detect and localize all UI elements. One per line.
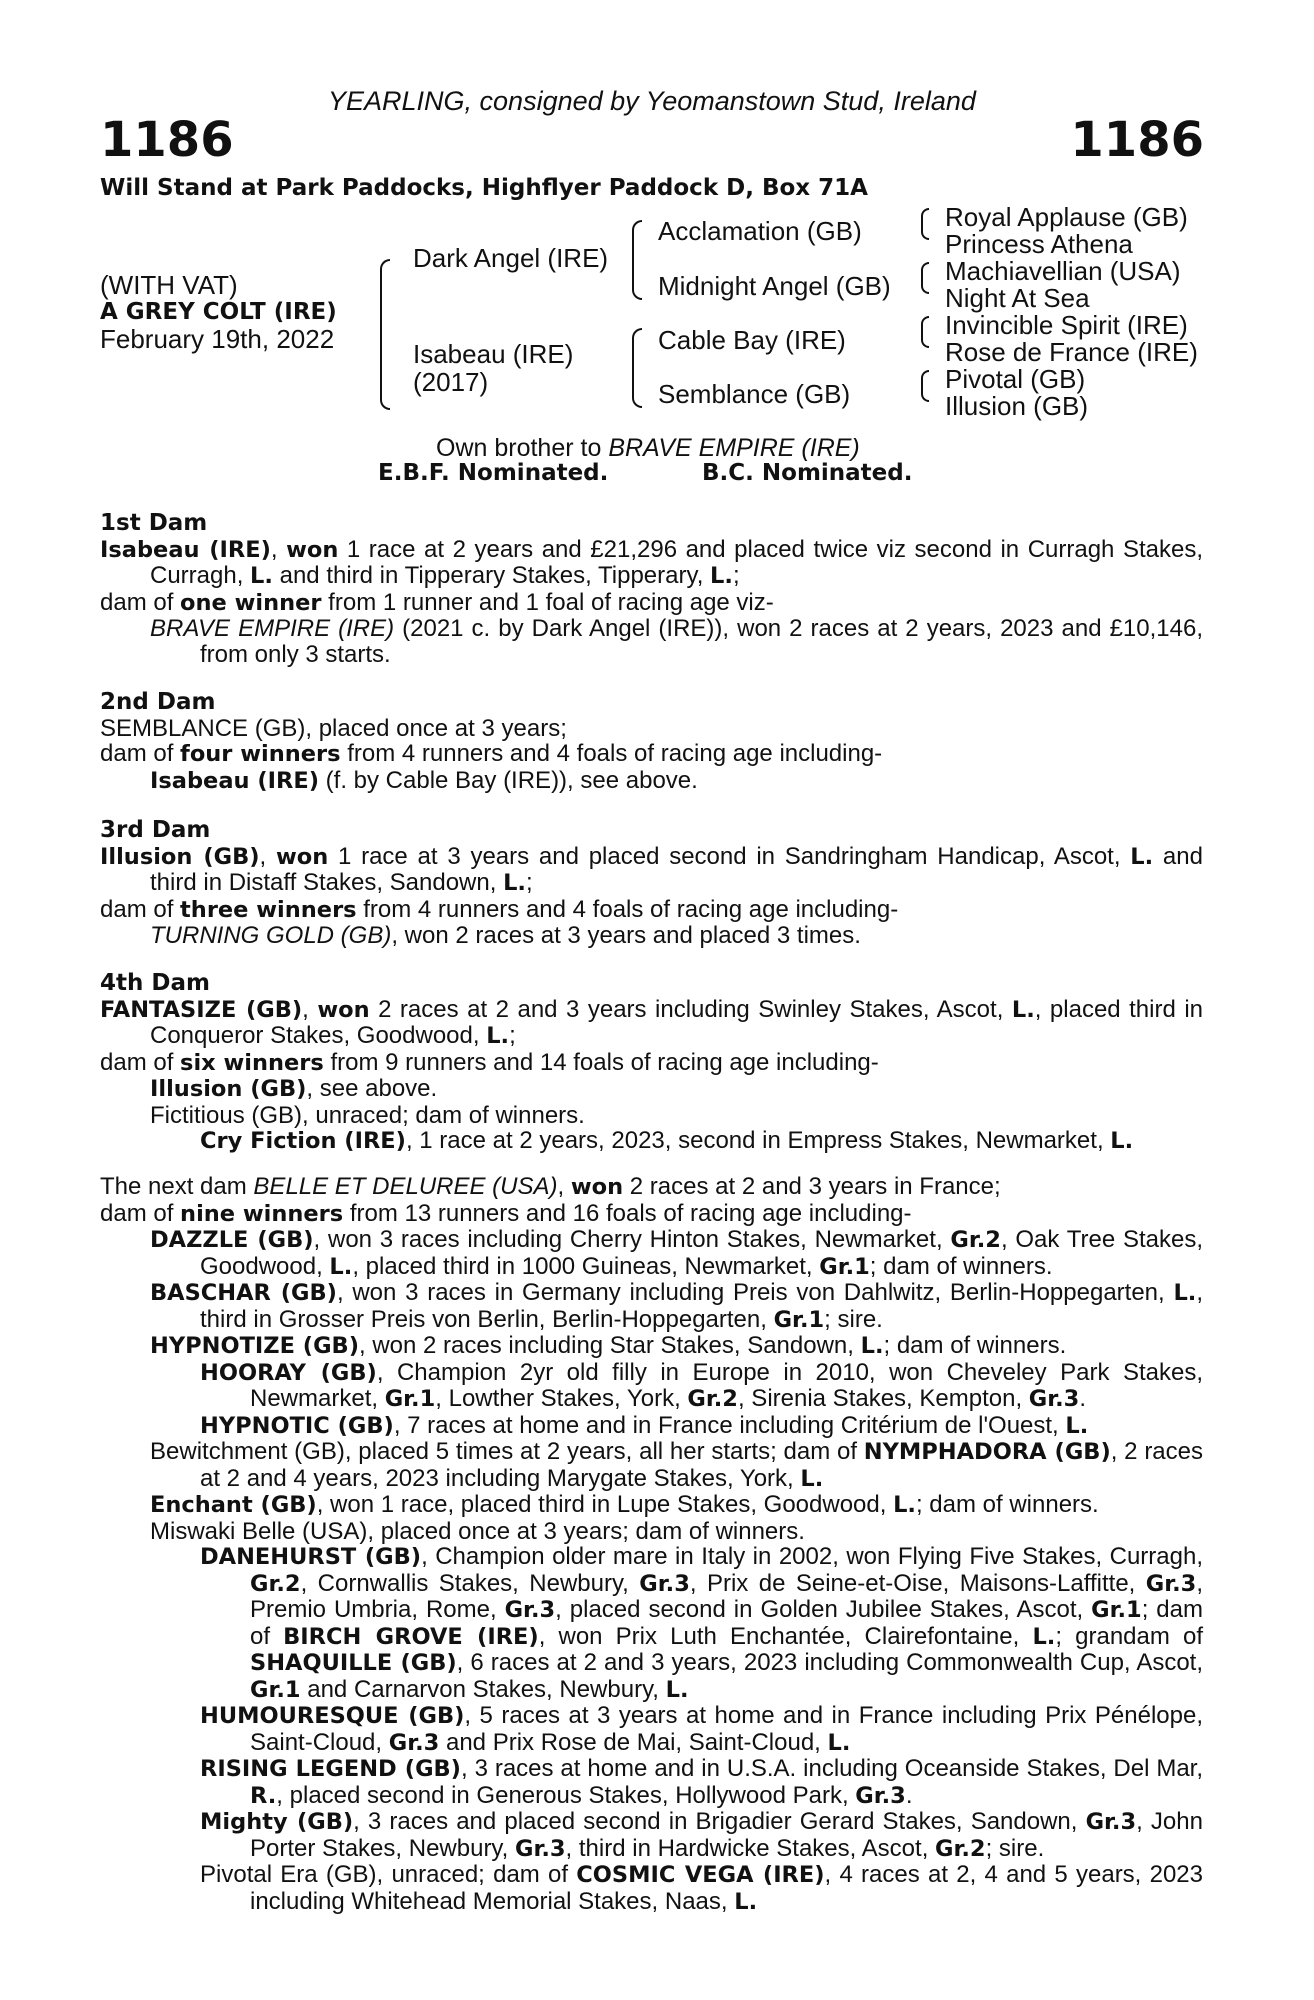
sire-dam-sire: Machiavellian (USA) — [945, 256, 1181, 286]
brace-g3-2b — [921, 278, 929, 294]
produce-dazzle: DAZZLE (GB), won 3 races including Cherry Hinton Stakes, Newmarket, Gr.2, Oak Tree Stakes, Goodwood, L., placed third in 1000 Guineas, Newmarket, Gr.1; dam of winners. — [150, 1226, 1203, 1280]
third-dam-produce-1: TURNING GOLD (GB), won 2 races at 3 years and placed 3 times. — [150, 922, 861, 949]
produce-hooray: HOORAY (GB), Champion 2yr old filly in Europe in 2010, won Cheveley Park Stakes, Newmarket, Gr.1, Lowther Stakes, York, Gr.2, Sirenia Stakes, Kempton, Gr.3. — [200, 1358, 1204, 1412]
produce-mighty: Mighty (GB), 3 races and placed second in Brigadier Gerard Stakes, Sandown, Gr.3, John Porter Stakes, Newbury, Gr.3, third in Hardwicke Stakes, Ascot, Gr.2; sire. — [200, 1808, 1203, 1862]
sire-dam: Midnight Angel (GB) — [658, 271, 891, 301]
lot-subject-name: A GREY COLT (IRE) — [100, 299, 337, 325]
brace-gen1-top — [380, 259, 390, 332]
first-dam-record: Isabeau (IRE), won 1 race at 2 years and £21,296 and placed twice viz second in Curragh Stakes, Curragh, L. and third in Tipperary Stakes, Tipperary, L.; — [100, 535, 1203, 589]
produce-hypnotic: HYPNOTIC (GB), 7 races at home and in France including Critérium de l'Ouest, L. — [200, 1411, 1089, 1439]
second-dam-produce-summary: dam of four winners from 4 runners and 4 foals of racing age including- — [100, 740, 883, 767]
third-dam-section — [100, 818, 1203, 949]
stand-location: Will Stand at Park Paddocks, Highflyer Paddock D, Box 71A — [100, 175, 868, 201]
second-dam-heading: 2nd Dam — [100, 689, 216, 715]
third-dam-heading: 3rd Dam — [100, 817, 211, 843]
brace-dam-top — [632, 328, 642, 366]
first-dam-produce-summary: dam of one winner from 1 runner and 1 foal of racing age viz- — [100, 588, 774, 616]
fourth-dam-produce-summary: dam of six winners from 9 runners and 14 foals of racing age including- — [100, 1048, 879, 1076]
brace-dam-bottom — [632, 364, 642, 408]
third-dam-record: Illusion (GB), won 1 race at 3 years and placed second in Sandringham Handicap, Ascot, L. and third in Distaff Stakes, Sandown, L.; — [100, 842, 1203, 896]
sire-sire-dam: Princess Athena — [945, 229, 1133, 259]
sire-dam-dam: Night At Sea — [945, 283, 1090, 313]
consignor-line: YEARLING, consigned by Yeomanstown Stud, Ireland — [328, 86, 976, 116]
brace-g3-1b — [921, 224, 929, 240]
fourth-dam-produce-1: Illusion (GB), see above. — [150, 1075, 438, 1102]
brace-g3-4b — [921, 386, 929, 402]
produce-hypnotize: HYPNOTIZE (GB), won 2 races including Star Stakes, Sandown, L.; dam of winners. — [150, 1332, 1067, 1359]
fourth-dam-heading: 4th Dam — [100, 970, 210, 996]
foaling-date: February 19th, 2022 — [100, 324, 335, 354]
first-dam-produce-1: BRAVE EMPIRE (IRE) (2021 c. by Dark Angel (IRE)), won 2 races at 2 years, 2023 and £10,146, from only 3 starts. — [150, 615, 1203, 668]
fourth-dam-section — [100, 971, 1203, 1155]
produce-enchant: Enchant (GB), won 1 race, placed third in Lupe Stakes, Goodwood, L.; dam of winners. — [150, 1491, 1099, 1518]
second-dam-section — [100, 690, 1203, 794]
sire-name: Dark Angel (IRE) — [413, 243, 609, 273]
brace-gen1-bottom — [380, 330, 390, 410]
lot-number-right: 1186 — [1070, 112, 1204, 168]
own-brother-note: Own brother to BRAVE EMPIRE (IRE) — [436, 434, 860, 462]
bc-nominated: B.C. Nominated. — [702, 460, 913, 486]
dam-dam-sire: Pivotal (GB) — [945, 364, 1086, 394]
third-dam-produce-summary: dam of three winners from 4 runners and 4 foals of racing age including- — [100, 895, 899, 923]
next-dam-section — [100, 1174, 1203, 1915]
vat-label: (WITH VAT) — [100, 270, 238, 300]
sire-sire-sire: Royal Applause (GB) — [945, 202, 1188, 232]
dam-sire: Cable Bay (IRE) — [658, 325, 846, 355]
fourth-dam-produce-2: Fictitious (GB), unraced; dam of winners. — [150, 1101, 585, 1129]
brace-sire-top — [632, 220, 642, 258]
produce-bewitchment: Bewitchment (GB), placed 5 times at 2 years, all her starts; dam of NYMPHADORA (GB), 2 races at 2 and 4 years, 2023 including Marygate Stakes, York, L. — [150, 1438, 1204, 1492]
produce-rising-legend: RISING LEGEND (GB), 3 races at home and in U.S.A. including Oceanside Stakes, Del Mar, R., placed second in Generous Stakes, Hollywood Park, Gr.3. — [200, 1755, 1204, 1809]
next-dam-record: The next dam BELLE ET DELUREE (USA), won 2 races at 2 and 3 years in France; — [100, 1173, 1001, 1200]
dam-dam: Semblance (GB) — [658, 379, 851, 409]
dam-sire-dam: Rose de France (IRE) — [945, 337, 1198, 367]
dam-sire-sire: Invincible Spirit (IRE) — [945, 310, 1188, 340]
produce-danehurst: DANEHURST (GB), Champion older mare in Italy in 2002, won Flying Five Stakes, Curragh, Gr.2, Cornwallis Stakes, Newbury, Gr.3, Prix de Seine-et-Oise, Maisons-Laffitte, Gr.3, Premio Umbria, Rome, Gr.3, placed second in Golden Jubilee Stakes, Ascot, Gr.1; dam of BIRCH GROVE (IRE), won Prix Luth Enchantée, Clairefontaine, L.; grandam of SHAQUILLE (GB), 6 races at 2 and 3 years, 2023 including Commonwealth Cup, Ascot, Gr.1 and Carnarvon Stakes, Newbury, L. — [200, 1543, 1204, 1703]
next-dam-produce-summary: dam of nine winners from 13 runners and 16 foals of racing age including- — [100, 1199, 912, 1227]
sire-sire: Acclamation (GB) — [658, 216, 862, 246]
fourth-dam-record: FANTASIZE (GB), won 2 races at 2 and 3 years including Swinley Stakes, Ascot, L., placed third in Conqueror Stakes, Goodwood, L.; — [100, 995, 1203, 1049]
first-dam-heading: 1st Dam — [100, 510, 208, 536]
dam-dam-dam: Illusion (GB) — [945, 391, 1089, 421]
dam-name: Isabeau (IRE) — [413, 339, 574, 369]
second-dam-record: SEMBLANCE (GB), placed once at 3 years; — [100, 714, 567, 742]
first-dam-section — [100, 511, 1203, 667]
produce-baschar: BASCHAR (GB), won 3 races in Germany including Preis von Dahlwitz, Berlin-Hoppegarten, L., third in Grosser Preis von Berlin, Berlin-Hoppegarten, Gr.1; sire. — [150, 1279, 1203, 1333]
ebf-nominated: E.B.F. Nominated. — [378, 460, 609, 486]
produce-pivotal-era: Pivotal Era (GB), unraced; dam of COSMIC VEGA (IRE), 4 races at 2, 4 and 5 years, 2023 including Whitehead Memorial Stakes, Naas, L. — [200, 1861, 1203, 1915]
second-dam-produce-1: Isabeau (IRE) (f. by Cable Bay (IRE)), see above. — [150, 766, 698, 794]
brace-g3-3b — [921, 332, 929, 348]
brace-sire-bottom — [632, 256, 642, 300]
dam-year: (2017) — [413, 367, 489, 397]
lot-number-left: 1186 — [100, 112, 234, 168]
produce-miswaki-belle: Miswaki Belle (USA), placed once at 3 years; dam of winners. — [150, 1517, 805, 1545]
produce-humouresque: HUMOURESQUE (GB), 5 races at 3 years at home and in France including Prix Pénélope, Saint-Cloud, Gr.3 and Prix Rose de Mai, Saint-Cloud, L. — [200, 1702, 1203, 1756]
fourth-dam-produce-2-foal: Cry Fiction (IRE), 1 race at 2 years, 2023, second in Empress Stakes, Newmarket, L. — [200, 1127, 1134, 1154]
